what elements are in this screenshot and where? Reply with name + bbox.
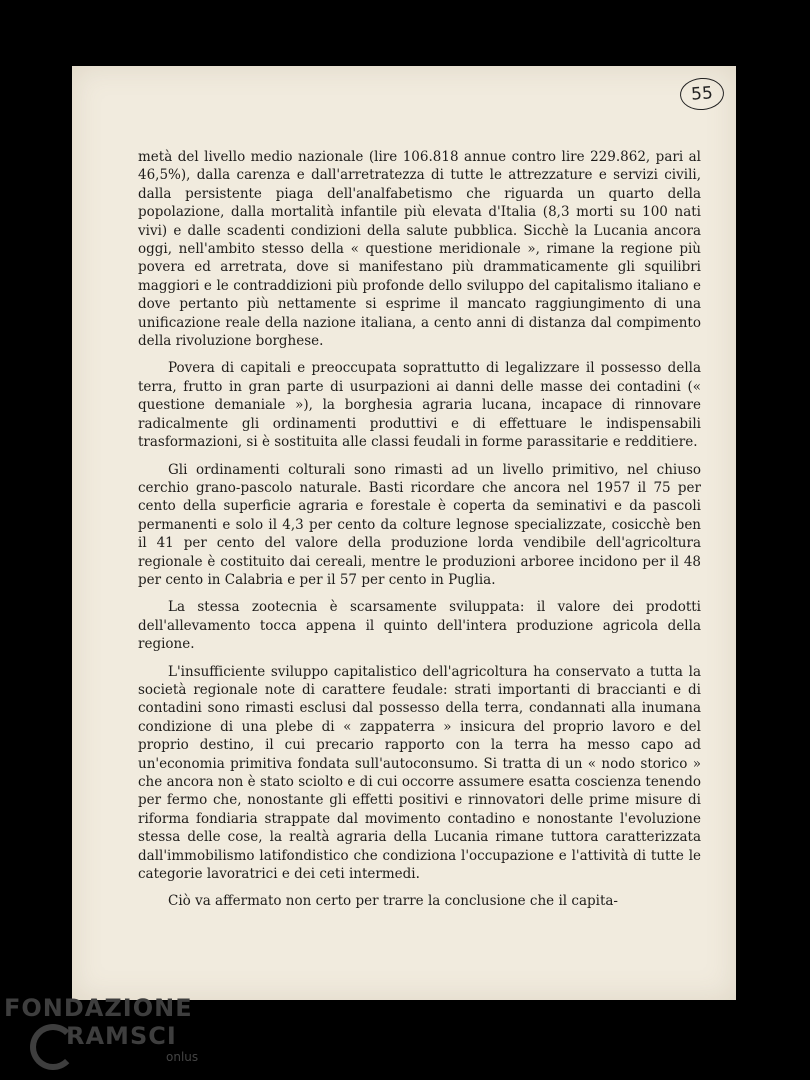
document-page [72, 66, 736, 1000]
paragraph: Ciò va affermato non certo per trarre la conclusione che il capita- [168, 893, 618, 910]
paragraph: Gli ordinamenti colturali sono rimasti ad un livello primitivo, nel chiuso cerchio grano-pascolo naturale. Basti ricordare che ancora nel 1957 il 75 per cento della superficie agraria e forestale è coperta da seminativi e da pascoli permanenti e solo il 4,3 per cento da colture legnose specializzate, cosicchè ben il 41 per cento del valore della produzione lorda vendibile dell'agricoltura regionale è costituito dai cereali, mentre le produzioni arboree incidono per il 48 per cento in Calabria e per il 57 per cento in Puglia. [138, 461, 701, 588]
paragraph: La stessa zootecnia è scarsamente sviluppata: il valore dei prodotti dell'allevamento tocca appena il quinto dell'intera produzione agricola della regione. [138, 599, 701, 653]
fondazione-gramsci-watermark [4, 994, 199, 1072]
page-number: 55 [679, 77, 725, 112]
paragraph: Povera di capitali e preoccupata soprattutto di legalizzare il possesso della terra, frutto in gran parte di usurpazioni ai danni delle masse dei contadini (« questione demaniale »), la borghesia agraria lucana, incapace di rinnovare radicalmente gli ordinamenti produttivi e di effettuare le indispensabili trasformazioni, si è sostituita alle classi feudali in forme parassitarie e redditiere. [138, 360, 701, 451]
paragraph: L'insufficiente sviluppo capitalistico dell'agricoltura ha conservato a tutta la società regionale note di carattere feudale: strati importanti di braccianti e di contadini sono rimasti esclusi dal possesso della terra, condannati alla inumana condizione di una plebe di « zappaterra » insicura del proprio lavoro e del proprio destino, il cui precario rapporto con la terra ha messo capo ad un'economia primitiva fondata sull'autoconsumo. Si tratta di un « nodo storico » che ancora non è stato sciolto e di cui occorre assumere esatta coscienza tenendo per fermo che, nonostante gli effetti positivi e rinnovatori delle prime misure di riforma fondiaria strappate dal movimento contadino e nonostante l'evoluzione stessa delle cose, la realtà agraria della Lucania rimane tuttora caratterizzata dall'immobilismo latifondistico che condiziona l'occupazione e l'attività di tutte le categorie lavoratrici e dei ceti intermedi. [138, 663, 701, 883]
body-text [138, 148, 701, 920]
watermark-suffix: onlus [166, 1050, 199, 1064]
paragraph: metà del livello medio nazionale (lire 106.818 annue contro lire 229.862, pari al 46,5%), dalla carenza e dall'arretratezza di tutte le attrezzature e servizi civili, dalla persistente piaga dell'analfabetismo che riguarda un quarto della popolazione, dalla mortalità infantile più elevata d'Italia (8,3 morti su 100 nati vivi) e dalle scadenti condizioni della salute pubblica. Sicchè la Lucania ancora oggi, nell'ambito stesso della « questione meridionale », rimane la regione più povera ed arretrata, dove si manifestano più drammaticamente gli squilibri maggiori e le contraddizioni più profonde dello sviluppo del capitalismo italiano e dove pertanto più nettamente si esprime il mancato raggiungimento di una unificazione reale della nazione italiana, a cento anni di distanza dal compimento della rivoluzione borghese. [138, 149, 701, 350]
watermark-line1: FONDAZIONE [4, 994, 193, 1022]
watermark-line2: RAMSCI [66, 1022, 177, 1050]
